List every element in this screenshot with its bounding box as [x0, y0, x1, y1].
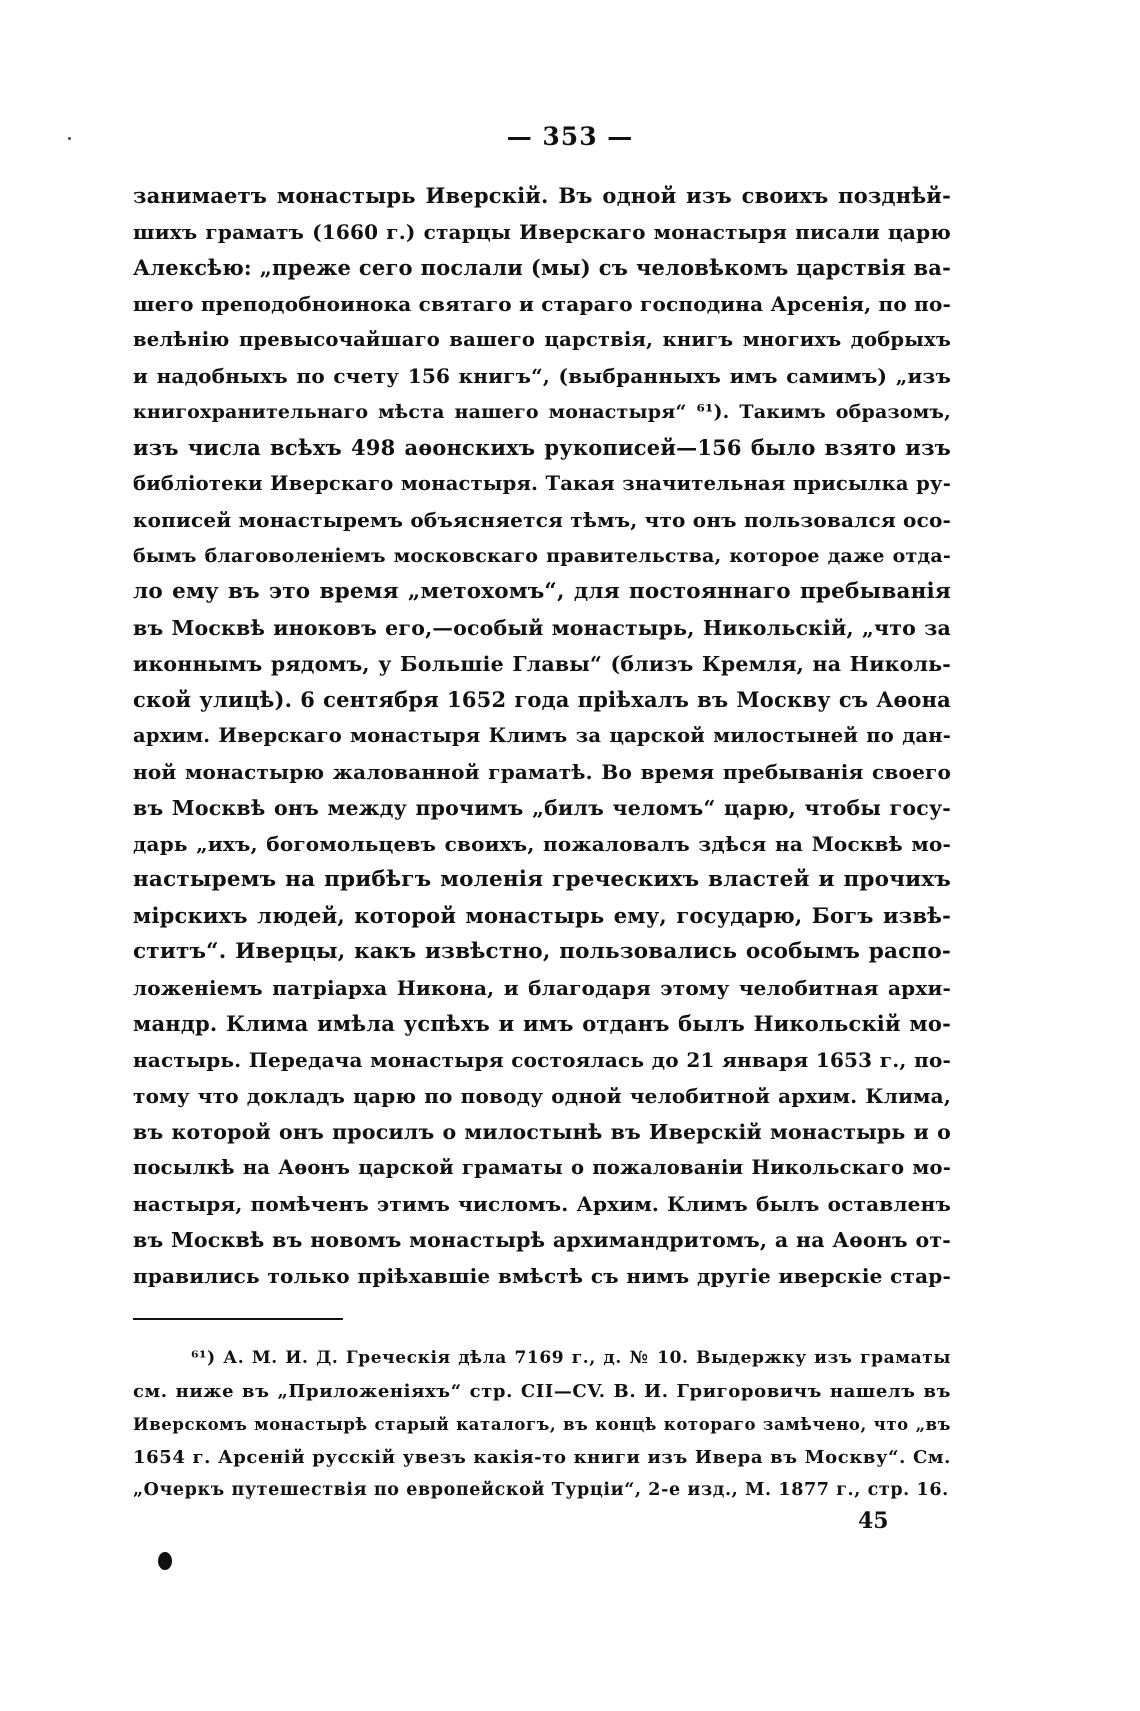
text-line: занимаетъ монастырь Иверскій. Въ одной изъ своихъ позднѣй- [133, 183, 951, 208]
text-line: бымъ благоволеніемъ московскаго правительства, которое даже отда- [133, 545, 951, 567]
text-line: книгохранительнаго мѣста нашего монастыря“ ⁶¹). Такимъ образомъ, [133, 401, 951, 423]
text-line: Алексѣю: „преже сего послали (мы) съ человѣкомъ царствія ва- [133, 255, 951, 280]
text-line: настырь. Передача монастыря состоялась до 21 января 1653 г., по- [133, 1048, 951, 1072]
text-line: ной монастырю жалованной граматѣ. Во время пребыванія своего [133, 760, 951, 784]
text-line: въ Москвѣ онъ между прочимъ „билъ челомъ“ царю, чтобы госу- [133, 796, 951, 820]
text-line: шего преподобноинока святаго и стараго господина Арсенія, по по- [133, 292, 951, 316]
text-line: шихъ граматъ (1660 г.) старцы Иверскаго монастыря писали царю [133, 220, 951, 244]
text-line: мірскихъ людей, которой монастырь ему, государю, Богъ извѣ- [133, 903, 951, 928]
footnote-line: ⁶¹) А. М. И. Д. Греческія дѣла 7169 г., д. № 10. Выдержку изъ граматы [191, 1348, 951, 1368]
text-line: посылкѣ на Аѳонъ царской граматы о пожалованіи Никольскаго мо- [133, 1156, 951, 1179]
footnote-separator [133, 1318, 343, 1320]
text-line: велѣнію превысочайшаго вашего царствія, книгъ многихъ добрыхъ [133, 328, 951, 351]
text-line: въ Москвѣ иноковъ его,—особый монастырь, Никольскій, „что за [133, 616, 951, 640]
text-line: и надобныхъ по счету 156 книгъ“, (выбранныхъ имъ самимъ) „изъ [133, 364, 951, 388]
text-line: изъ числа всѣхъ 498 аѳонскихъ рукописей—156 было взято изъ [133, 435, 951, 460]
text-line: ложеніемъ патріарха Никона, и благодаря этому челобитная архи- [133, 976, 951, 1000]
text-line: архим. Иверскаго монастыря Климъ за царской милостыней по дан- [133, 724, 951, 747]
footnotes [133, 1342, 951, 1507]
text-line: правились только пріѣхавшіе вмѣстѣ съ нимъ другіе иверскіе стар- [133, 1264, 951, 1288]
footnote-line: 1654 г. Арсеній русскій увезъ какія-то книги изъ Ивера въ Москву“. См. [133, 1447, 951, 1468]
text-line: тому что докладъ царю по поводу одной челобитной архим. Клима, [133, 1084, 951, 1108]
footnote-line: „Очеркъ путешествія по европейской Турціи“, 2-е изд., М. 1877 г., стр. 16. [133, 1480, 949, 1500]
text-line: въ которой онъ просилъ о милостынѣ въ Иверскій монастырь и о [133, 1120, 951, 1144]
text-line: кописей монастыремъ объясняется тѣмъ, что онъ пользовался осо- [133, 508, 951, 532]
footnote-line: Иверскомъ монастырѣ старый каталогъ, въ концѣ котораго замѣчено, что „въ [133, 1415, 951, 1434]
text-line: мандр. Клима имѣла успѣхъ и имъ отданъ былъ Никольскій мо- [133, 1011, 951, 1036]
text-line: ститъ“. Иверцы, какъ извѣстно, пользовались особымъ распо- [133, 939, 951, 964]
text-line: иконнымъ рядомъ, у Большіе Главы“ (близъ Кремля, на Николь- [133, 652, 951, 676]
signature-mark: 45 [858, 1508, 889, 1534]
text-line: дарь „ихъ, богомольцевъ своихъ, пожаловалъ здѣся на Москвѣ мо- [133, 832, 951, 856]
footnote-line: см. ниже въ „Приложеніяхъ“ стр. CII—CV. В. И. Григоровичъ нашелъ въ [133, 1381, 951, 1402]
text-line: ской улицѣ). 6 сентября 1652 года пріѣхалъ въ Москву съ Аѳона [133, 687, 951, 712]
ink-blot [158, 1552, 172, 1570]
text-line: настыремъ на прибѣгъ моленія греческихъ властей и прочихъ [133, 867, 951, 892]
text-line: въ Москвѣ въ новомъ монастырѣ архимандритомъ, а на Аѳонъ от- [133, 1228, 951, 1252]
main-text [133, 178, 951, 1294]
text-line: ло ему въ это время „метохомъ“, для постояннаго пребыванія [133, 579, 951, 604]
text-line: настыря, помѣченъ этимъ числомъ. Архим. Климъ былъ оставленъ [133, 1192, 951, 1216]
text-line: библіотеки Иверскаго монастыря. Такая значительная присылка ру- [133, 472, 951, 495]
page-number-header: — 353 — [506, 122, 634, 151]
